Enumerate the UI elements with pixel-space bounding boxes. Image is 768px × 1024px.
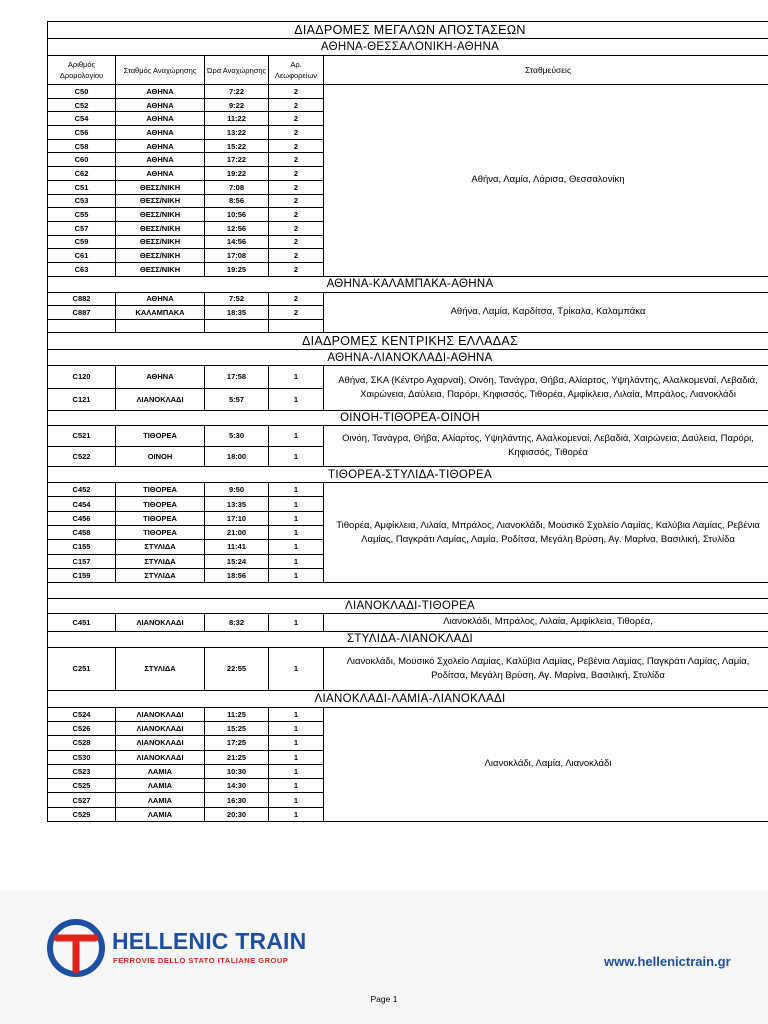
table-row	[48, 736, 324, 750]
table-row	[48, 497, 324, 511]
route-block-athens-kalambaka	[48, 293, 768, 334]
departure-time: 20:30	[205, 808, 269, 822]
bus-count: 2	[269, 153, 324, 167]
route-number: C882	[48, 293, 116, 307]
table-title: ΔΙΑΔΡΟΜΕΣ ΜΕΓΑΛΩΝ ΑΠΟΣΤΑΣΕΩΝ	[48, 22, 768, 39]
page-number: Page 1	[370, 994, 398, 1004]
bus-count: 1	[269, 483, 324, 497]
bus-count: 1	[269, 736, 324, 750]
bus-count: 2	[269, 85, 324, 99]
departure-time: 17:58	[205, 366, 269, 389]
departure-time: 17:10	[205, 512, 269, 526]
departure-station: ΑΘΗΝΑ	[116, 153, 205, 167]
table-row	[48, 293, 324, 307]
departure-time: 5:30	[205, 426, 269, 447]
departure-time: 9:22	[205, 99, 269, 113]
departure-station: ΤΙΘΟΡΕΑ	[116, 483, 205, 497]
bus-count: 2	[269, 112, 324, 126]
route-block-oinoi-tithorea	[48, 426, 768, 467]
bus-count: 1	[269, 389, 324, 412]
departure-station: ΘΕΣΣ/ΝΙΚΗ	[116, 195, 205, 209]
bus-count: 2	[269, 181, 324, 195]
route-number: C60	[48, 153, 116, 167]
departure-station: ΣΤΥΛΙΔΑ	[116, 569, 205, 583]
brand-name: HELLENIC TRAIN	[112, 928, 307, 954]
table-row	[48, 793, 324, 807]
table-row	[48, 126, 324, 140]
departure-station: ΛΙΑΝΟΚΛΑΔΙ	[116, 389, 205, 412]
bus-count: 1	[269, 555, 324, 569]
departure-station: ΤΙΘΟΡΕΑ	[116, 512, 205, 526]
bus-count: 1	[269, 569, 324, 583]
route-header-lianokladi-tithorea: ΛΙΑΝΟΚΛΑΔΙ-ΤΙΘΟΡΕΑ	[48, 599, 768, 614]
departure-station: ΑΘΗΝΑ	[116, 99, 205, 113]
blank-row	[48, 320, 324, 334]
table-row	[48, 722, 324, 736]
bus-count: 1	[269, 722, 324, 736]
departure-time: 10:30	[205, 765, 269, 779]
column-header-route-no: Αριθμός Δρομολογίου	[48, 56, 116, 85]
table-row	[48, 99, 324, 113]
route-block-athens-lianokladi	[48, 366, 768, 411]
column-header-buses: Αρ. Λεωφορείων	[269, 56, 324, 85]
bus-count: 2	[269, 208, 324, 222]
departure-time: 9:50	[205, 483, 269, 497]
route-number: C525	[48, 779, 116, 793]
table-row	[48, 85, 324, 99]
departure-station: ΛΑΜΙΑ	[116, 808, 205, 822]
stops-cell: Λιανοκλάδι, Λαμία, Λιανοκλάδι	[324, 708, 768, 822]
table-row	[48, 236, 324, 250]
departure-station: ΘΕΣΣ/ΝΙΚΗ	[116, 249, 205, 263]
hellenic-train-logo-icon	[46, 918, 106, 978]
route-number: C53	[48, 195, 116, 209]
departure-station: ΛΙΑΝΟΚΛΑΔΙ	[116, 708, 205, 722]
bus-count: 1	[269, 648, 324, 691]
route-block-lianokladi-tithorea	[48, 614, 768, 632]
departure-station: ΛΑΜΙΑ	[116, 779, 205, 793]
website-link[interactable]: www.hellenictrain.gr	[604, 954, 731, 969]
route-number: C63	[48, 263, 116, 277]
table-row	[48, 447, 324, 468]
departure-station: ΛΑΜΙΑ	[116, 793, 205, 807]
bus-count: 1	[269, 426, 324, 447]
route-number: C251	[48, 648, 116, 691]
route-number: C522	[48, 447, 116, 468]
section-title-central-greece: ΔΙΑΔΡΟΜΕΣ ΚΕΝΤΡΙΚΗΣ ΕΛΛΑΔΑΣ	[48, 333, 768, 350]
stops-cell: Τιθορέα, Αμφίκλεια, Λιλαία, Μπράλος, Λιανοκλάδι, Μουσικό Σχολείο Λαμίας, Καλύβια Λαμίας, Ρεβένια Λαμίας, Παγκράτι Λαμίας, Λαμία, Ροδίτσα, Μεγάλη Βρύση, Αγ. Μαρίνα, Βασιλική, Στυλίδα	[324, 483, 768, 583]
route-header-lianokladi-lamia: ΛΙΑΝΟΚΛΑΔΙ-ΛΑΜΙΑ-ΛΙΑΝΟΚΛΑΔΙ	[48, 691, 768, 708]
departure-time: 21:25	[205, 751, 269, 765]
departure-station: ΛΙΑΝΟΚΛΑΔΙ	[116, 736, 205, 750]
route-number: C157	[48, 555, 116, 569]
bus-count: 1	[269, 540, 324, 554]
departure-time: 11:41	[205, 540, 269, 554]
table-row	[48, 555, 324, 569]
departure-time: 18:56	[205, 569, 269, 583]
departure-time: 5:57	[205, 389, 269, 412]
departure-time: 19:25	[205, 263, 269, 277]
stops-cell: Λιανοκλάδι, Μπράλος, Λιλαία, Αμφίκλεια, Τιθορέα,	[324, 614, 768, 632]
table-row	[48, 195, 324, 209]
route-number: C121	[48, 389, 116, 412]
route-number: C451	[48, 614, 116, 632]
route-number: C524	[48, 708, 116, 722]
departure-station: ΣΤΥΛΙΔΑ	[116, 540, 205, 554]
departure-time: 22:55	[205, 648, 269, 691]
route-number: C61	[48, 249, 116, 263]
bus-count: 1	[269, 366, 324, 389]
departure-time: 11:22	[205, 112, 269, 126]
departure-time: 8:56	[205, 195, 269, 209]
departure-time: 18:00	[205, 447, 269, 468]
table-row	[48, 540, 324, 554]
bus-count: 1	[269, 708, 324, 722]
route-number: C51	[48, 181, 116, 195]
departure-time: 12:56	[205, 222, 269, 236]
route-block-athens-thessaloniki	[48, 85, 768, 277]
departure-station: ΑΘΗΝΑ	[116, 140, 205, 154]
departure-time: 10:56	[205, 208, 269, 222]
table-row	[48, 779, 324, 793]
departure-station: ΘΕΣΣ/ΝΙΚΗ	[116, 263, 205, 277]
bus-count: 1	[269, 765, 324, 779]
departure-station: ΘΕΣΣ/ΝΙΚΗ	[116, 222, 205, 236]
bus-count: 2	[269, 263, 324, 277]
route-number: C528	[48, 736, 116, 750]
bus-count: 2	[269, 195, 324, 209]
table-row	[48, 808, 324, 822]
departure-station: ΘΕΣΣ/ΝΙΚΗ	[116, 181, 205, 195]
bus-count: 2	[269, 126, 324, 140]
route-number: C454	[48, 497, 116, 511]
route-block-lianokladi-lamia	[48, 708, 768, 822]
departure-time: 14:30	[205, 779, 269, 793]
bus-count: 1	[269, 512, 324, 526]
bus-count: 2	[269, 99, 324, 113]
table-row	[48, 153, 324, 167]
column-header-time: Ώρα Αναχώρησης	[205, 56, 269, 85]
route-header-stylida-lianokladi: ΣΤΥΛΙΔΑ-ΛΙΑΝΟΚΛΑΔΙ	[48, 632, 768, 648]
column-header-station: Σταθμός Αναχώρησης	[116, 56, 205, 85]
bus-count: 1	[269, 447, 324, 468]
route-number: C523	[48, 765, 116, 779]
route-rows	[48, 708, 324, 822]
route-number: C57	[48, 222, 116, 236]
departure-time: 7:22	[205, 85, 269, 99]
bus-count: 1	[269, 497, 324, 511]
route-number: C529	[48, 808, 116, 822]
table-row	[48, 389, 324, 412]
route-number: C527	[48, 793, 116, 807]
stops-cell: Αθήνα, Λαμία, Καρδίτσα, Τρίκαλα, Καλαμπάκα	[324, 293, 768, 334]
route-block-tithorea-stylida	[48, 483, 768, 583]
bus-count: 1	[269, 793, 324, 807]
table-row	[48, 426, 324, 447]
bus-count: 2	[269, 306, 324, 320]
route-number: C452	[48, 483, 116, 497]
route-number: C530	[48, 751, 116, 765]
table-row	[48, 614, 324, 632]
table-row	[48, 648, 324, 691]
route-block-stylida-lianokladi	[48, 648, 768, 691]
departure-station: ΘΕΣΣ/ΝΙΚΗ	[116, 236, 205, 250]
route-header-tithorea-stylida: ΤΙΘΟΡΕΑ-ΣΤΥΛΙΔΑ-ΤΙΘΟΡΕΑ	[48, 467, 768, 483]
departure-station: ΛΙΑΝΟΚΛΑΔΙ	[116, 614, 205, 632]
departure-time: 7:52	[205, 293, 269, 307]
departure-station: ΛΙΑΝΟΚΛΑΔΙ	[116, 751, 205, 765]
route-header-oinoi-tithorea: ΟΙΝΟΗ-ΤΙΘΟΡΕΑ-ΟΙΝΟΗ	[48, 411, 768, 426]
departure-time: 14:56	[205, 236, 269, 250]
bus-count: 2	[269, 222, 324, 236]
spacer-row	[48, 583, 768, 599]
route-number: C155	[48, 540, 116, 554]
table-row	[48, 569, 324, 583]
departure-time: 17:08	[205, 249, 269, 263]
bus-count: 2	[269, 236, 324, 250]
departure-time: 16:30	[205, 793, 269, 807]
table-row	[48, 751, 324, 765]
departure-station: ΘΕΣΣ/ΝΙΚΗ	[116, 208, 205, 222]
bus-count: 2	[269, 167, 324, 181]
route-rows	[48, 614, 324, 632]
table-row	[48, 263, 324, 277]
stops-cell: Αθήνα, ΣΚΑ (Κέντρο Αχαρναί), Οινόη, Τανάγρα, Θήβα, Αλίαρτος, Υψηλάντης, Αλαλκομεναί, Λεβαδιά, Χαιρώνεια, Δαύλεια, Παρόρι, Κηφισσός, Τιθορέα, Αμφίκλεια, Λιλαία, Μπράλος, Λιανοκλάδι	[324, 366, 768, 411]
route-number: C159	[48, 569, 116, 583]
table-row	[48, 222, 324, 236]
table-row	[48, 366, 324, 389]
departure-station: ΑΘΗΝΑ	[116, 366, 205, 389]
departure-time: 7:08	[205, 181, 269, 195]
table-row	[48, 249, 324, 263]
route-rows	[48, 366, 324, 411]
column-header-stops: Σταθμεύσεις	[324, 56, 768, 85]
route-number: C120	[48, 366, 116, 389]
table-row	[48, 306, 324, 320]
route-number: C50	[48, 85, 116, 99]
table-row	[48, 526, 324, 540]
departure-time: 15:22	[205, 140, 269, 154]
departure-station: ΤΙΘΟΡΕΑ	[116, 526, 205, 540]
bus-count: 2	[269, 140, 324, 154]
bus-count: 1	[269, 526, 324, 540]
table-row	[48, 181, 324, 195]
departure-station: ΣΤΥΛΙΔΑ	[116, 555, 205, 569]
stops-cell: Λιανοκλάδι, Μουσικό Σχολείο Λαμίας, Καλύβια Λαμίας, Ρεβένια Λαμίας, Παγκράτι Λαμίας, Λαμία, Ροδίτσα, Μεγάλη Βρύση, Αγ. Μαρίνα, Βασιλική, Στυλίδα	[324, 648, 768, 691]
route-number: C54	[48, 112, 116, 126]
departure-time: 17:25	[205, 736, 269, 750]
departure-station: ΤΙΘΟΡΕΑ	[116, 426, 205, 447]
route-number: C58	[48, 140, 116, 154]
route-rows	[48, 648, 324, 691]
departure-station: ΚΑΛΑΜΠΑΚΑ	[116, 306, 205, 320]
brand-tagline: FERROVIE DELLO STATO ITALIANE GROUP	[113, 956, 289, 965]
bus-count: 2	[269, 249, 324, 263]
route-number: C456	[48, 512, 116, 526]
departure-station: ΑΘΗΝΑ	[116, 167, 205, 181]
departure-time: 18:35	[205, 306, 269, 320]
table-row	[48, 708, 324, 722]
route-number: C887	[48, 306, 116, 320]
departure-station: ΑΘΗΝΑ	[116, 126, 205, 140]
bus-count: 1	[269, 808, 324, 822]
departure-time: 19:22	[205, 167, 269, 181]
departure-time: 15:25	[205, 722, 269, 736]
route-header-athens-lianokladi: ΑΘΗΝΑ-ΛΙΑΝΟΚΛΑΔΙ-ΑΘΗΝΑ	[48, 350, 768, 366]
bus-count: 1	[269, 614, 324, 632]
column-header-row	[48, 56, 768, 85]
route-number: C526	[48, 722, 116, 736]
route-header-athens-kalambaka: ΑΘΗΝΑ-ΚΑΛΑΜΠΑΚΑ-ΑΘΗΝΑ	[48, 277, 768, 293]
route-number: C56	[48, 126, 116, 140]
timetable	[47, 21, 768, 822]
departure-station: ΑΘΗΝΑ	[116, 112, 205, 126]
departure-station: ΛΑΜΙΑ	[116, 765, 205, 779]
departure-station: ΟΙΝΟΗ	[116, 447, 205, 468]
table-row	[48, 208, 324, 222]
departure-time: 13:22	[205, 126, 269, 140]
table-row	[48, 512, 324, 526]
route-number: C55	[48, 208, 116, 222]
route-number: C62	[48, 167, 116, 181]
departure-station: ΤΙΘΟΡΕΑ	[116, 497, 205, 511]
route-number: C52	[48, 99, 116, 113]
bus-count: 1	[269, 779, 324, 793]
table-row	[48, 140, 324, 154]
departure-time: 11:25	[205, 708, 269, 722]
departure-station: ΛΙΑΝΟΚΛΑΔΙ	[116, 722, 205, 736]
route-rows	[48, 85, 324, 277]
stops-cell: Αθήνα, Λαμία, Λάρισα, Θεσσαλονίκη	[324, 85, 768, 277]
departure-time: 13:35	[205, 497, 269, 511]
stops-cell: Οινόη, Τανάγρα, Θήβα, Αλίαρτος, Υψηλάντης, Αλαλκομεναί, Λεβαδιά, Χαιρώνεια, Δαύλεια, Παρόρι, Κηφισσός, Τιθορέα	[324, 426, 768, 467]
route-rows	[48, 483, 324, 583]
departure-time: 15:24	[205, 555, 269, 569]
route-number: C521	[48, 426, 116, 447]
table-row	[48, 112, 324, 126]
route-header-athens-thessaloniki: ΑΘΗΝΑ-ΘΕΣΣΑΛΟΝΙΚΗ-ΑΘΗΝΑ	[48, 39, 768, 56]
departure-station: ΑΘΗΝΑ	[116, 85, 205, 99]
table-row	[48, 765, 324, 779]
bus-count: 2	[269, 293, 324, 307]
route-number: C59	[48, 236, 116, 250]
departure-station: ΣΤΥΛΙΔΑ	[116, 648, 205, 691]
departure-time: 8:32	[205, 614, 269, 632]
route-rows	[48, 426, 324, 467]
table-row	[48, 167, 324, 181]
departure-station: ΑΘΗΝΑ	[116, 293, 205, 307]
table-row	[48, 483, 324, 497]
route-number: C458	[48, 526, 116, 540]
departure-time: 17:22	[205, 153, 269, 167]
departure-time: 21:00	[205, 526, 269, 540]
bus-count: 1	[269, 751, 324, 765]
route-rows	[48, 293, 324, 334]
